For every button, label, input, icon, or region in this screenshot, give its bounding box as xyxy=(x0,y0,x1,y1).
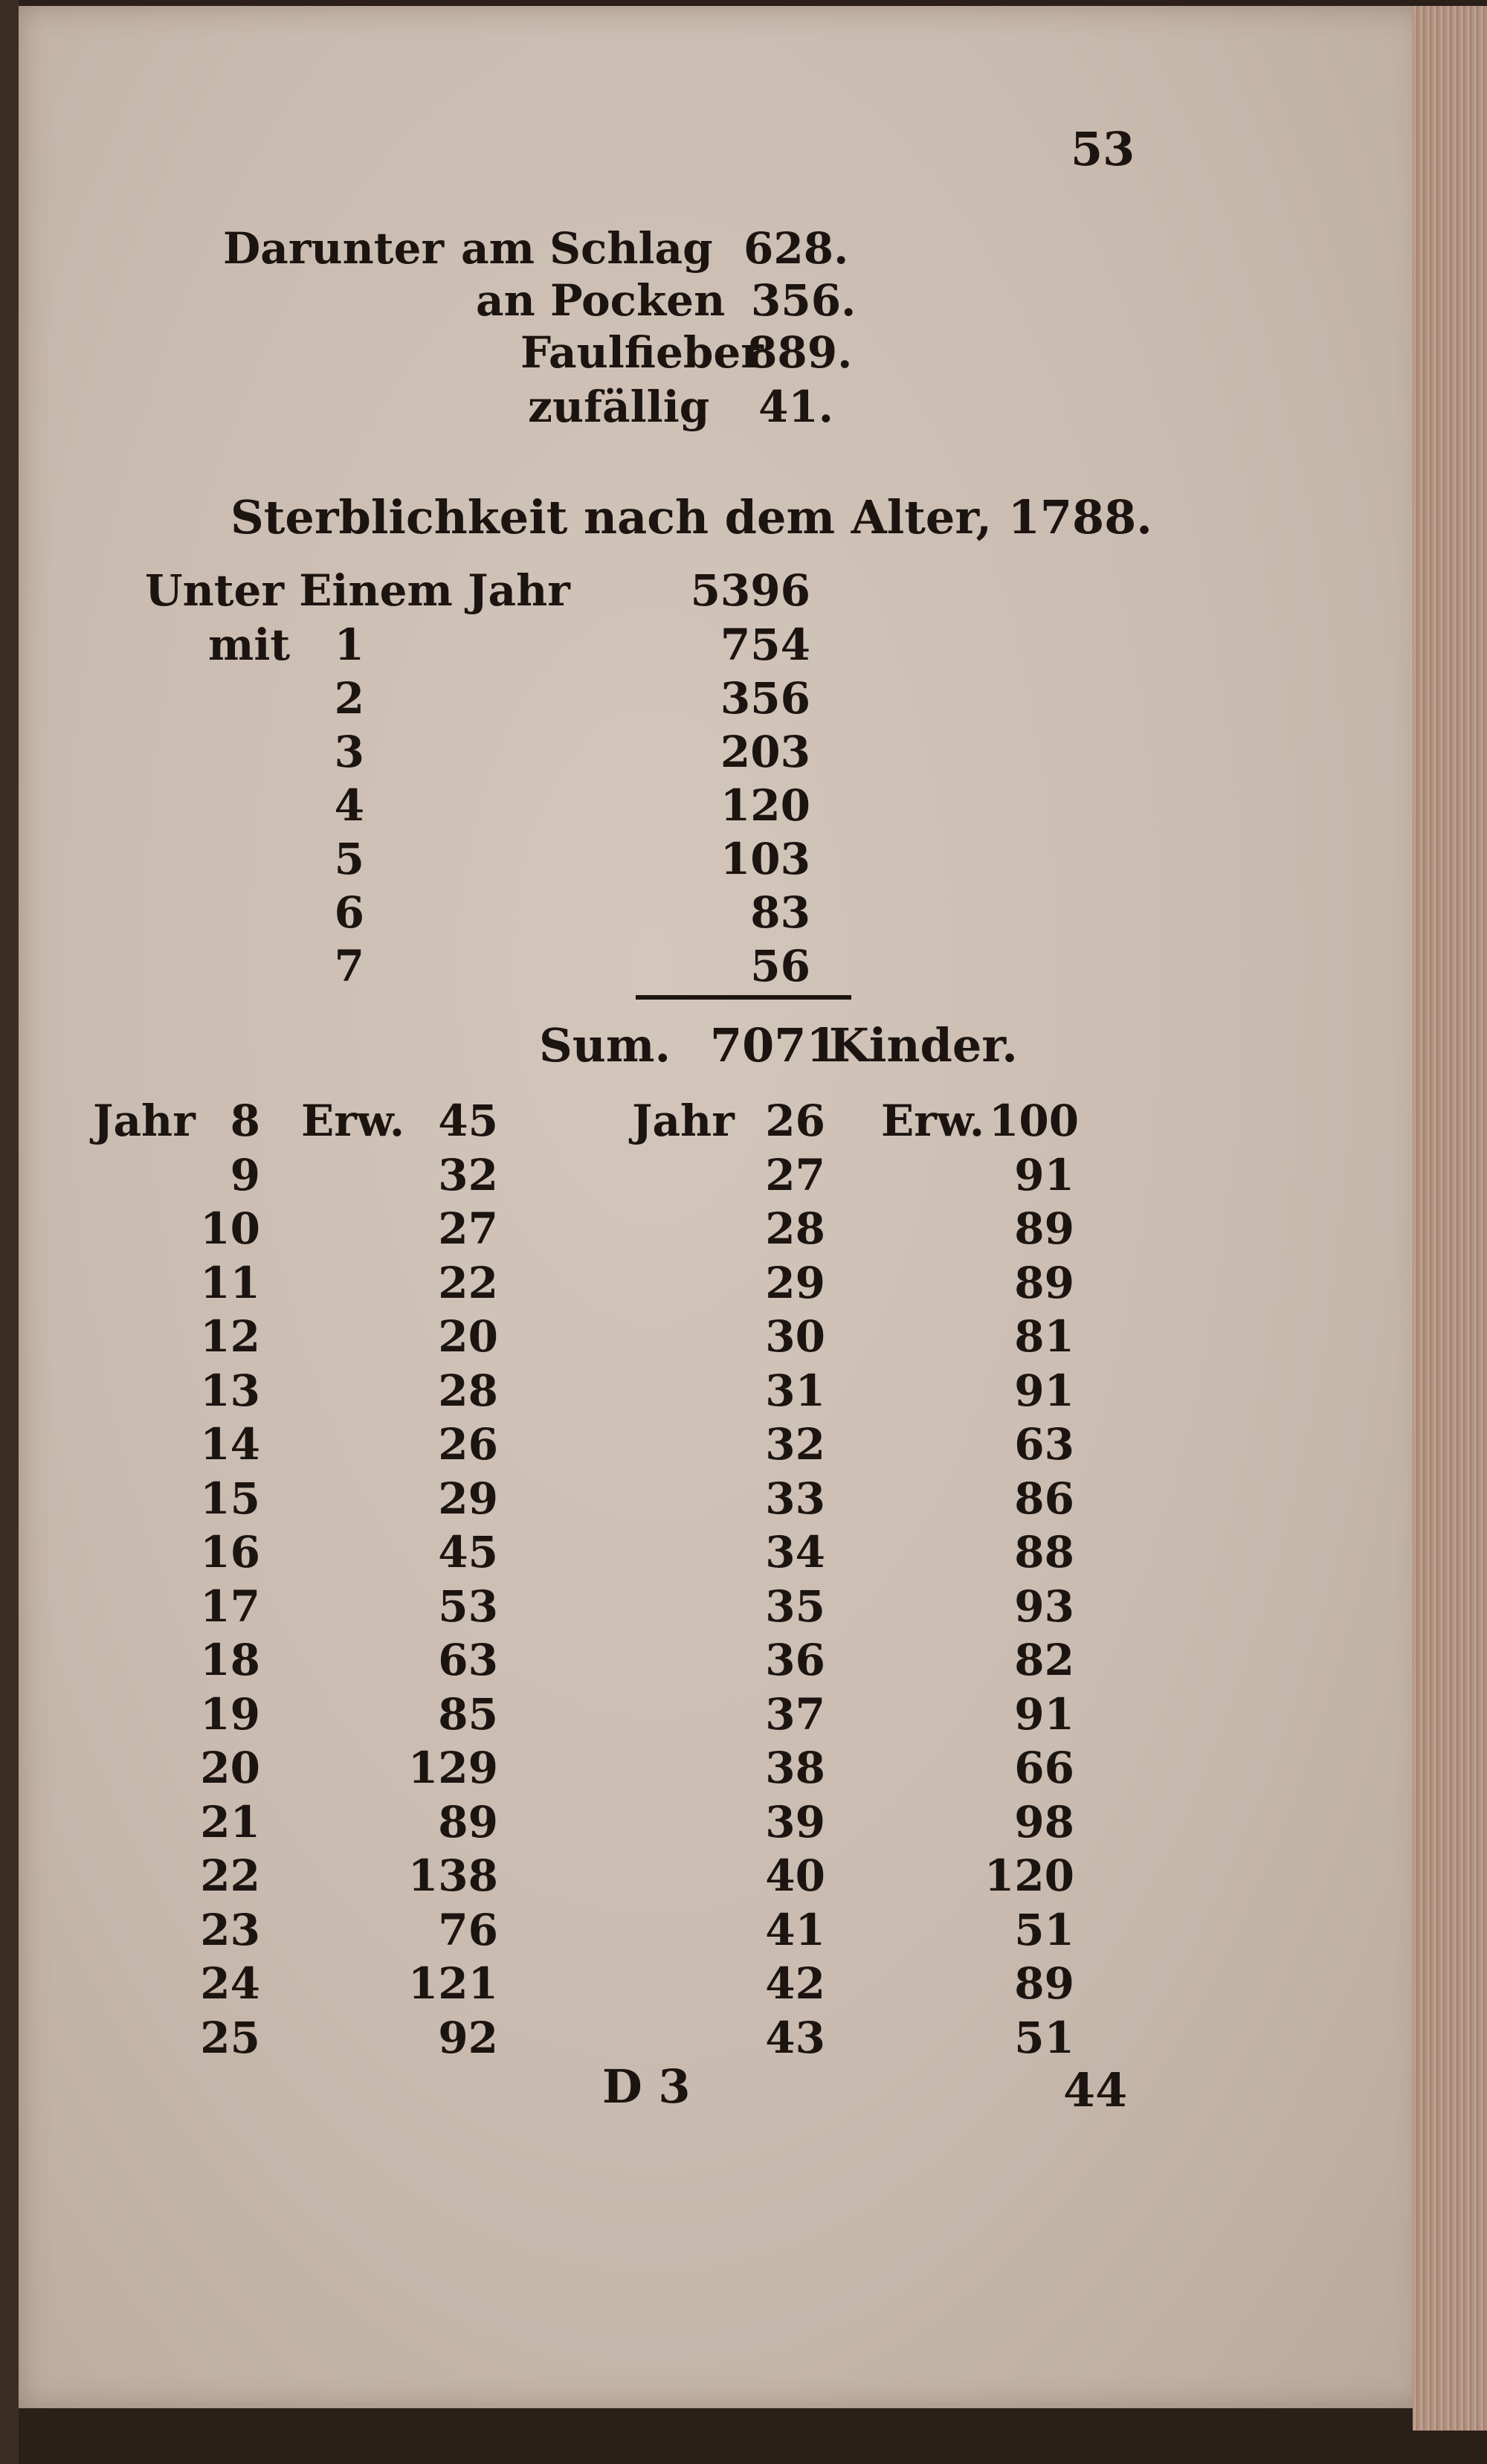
count-cell: 20 xyxy=(438,1311,498,1362)
age-cell: 5 xyxy=(334,834,364,884)
age-cell: 19 xyxy=(200,1688,260,1740)
count-cell: 32 xyxy=(438,1149,498,1200)
cause-label: zufällig xyxy=(528,382,710,432)
age-cell: 27 xyxy=(765,1149,825,1200)
count-cell: 754 xyxy=(720,620,810,670)
count-cell: 27 xyxy=(438,1203,498,1254)
year-label-right: Jahr xyxy=(632,1096,735,1146)
age-cell: 7 xyxy=(334,941,364,991)
age-cell: 31 xyxy=(765,1365,825,1416)
count-cell: 83 xyxy=(750,887,810,938)
cause-label: am Schlag xyxy=(461,223,713,274)
age-cell: 17 xyxy=(200,1580,260,1632)
count-cell: 100 xyxy=(989,1096,1080,1146)
adult-label-right: Erw. xyxy=(881,1096,985,1146)
age-cell: 30 xyxy=(765,1311,825,1362)
count-cell: 85 xyxy=(438,1688,498,1740)
count-cell: 45 xyxy=(438,1096,498,1146)
catchword: 44 xyxy=(1063,2063,1128,2117)
age-cell: 38 xyxy=(765,1743,825,1793)
age-cell: 25 xyxy=(200,2012,260,2063)
count-cell: 76 xyxy=(438,1904,498,1955)
age-cell: 42 xyxy=(765,1958,825,2009)
age-cell: 37 xyxy=(765,1688,825,1740)
count-cell: 91 xyxy=(1014,1688,1074,1740)
count-cell: 56 xyxy=(750,941,810,991)
count-cell: 121 xyxy=(407,1958,498,2009)
signature-mark: D 3 xyxy=(602,2059,691,2114)
count-cell: 63 xyxy=(1014,1419,1074,1470)
age-cell: 21 xyxy=(200,1796,260,1847)
cause-value: 889. xyxy=(747,327,853,378)
count-cell: 28 xyxy=(438,1365,498,1416)
age-cell: 15 xyxy=(200,1473,260,1524)
age-cell: 41 xyxy=(765,1904,825,1955)
cause-label: an Pocken xyxy=(476,275,726,326)
age-cell: 23 xyxy=(200,1904,260,1955)
age-cell: 29 xyxy=(765,1257,825,1308)
sum-rule xyxy=(636,995,851,1000)
sum-unit: Kinder. xyxy=(829,1018,1018,1072)
age-cell: 6 xyxy=(334,887,364,938)
count-cell: 29 xyxy=(438,1473,498,1524)
age-cell: 22 xyxy=(200,1850,260,1901)
count-cell: 92 xyxy=(438,2012,498,2063)
age-cell: 18 xyxy=(200,1635,260,1685)
section-title: Sterblichkeit nach dem Alter, 1788. xyxy=(230,490,1152,544)
age-cell: 4 xyxy=(334,780,364,831)
count-cell: 51 xyxy=(1014,1904,1074,1955)
count-cell: 89 xyxy=(438,1796,498,1847)
age-cell: 3 xyxy=(334,727,364,777)
age-cell: 16 xyxy=(200,1527,260,1577)
count-cell: 88 xyxy=(1014,1527,1074,1577)
count-cell: 89 xyxy=(1014,1257,1074,1308)
age-cell: 14 xyxy=(200,1419,260,1470)
age-cell: 26 xyxy=(765,1096,825,1146)
age-cell: 35 xyxy=(765,1580,825,1632)
age-cell: 36 xyxy=(765,1635,825,1685)
sum-value: 7071 xyxy=(710,1018,839,1072)
count-cell: 63 xyxy=(438,1635,498,1685)
count-cell: 22 xyxy=(438,1257,498,1308)
count-cell: 51 xyxy=(1014,2012,1074,2063)
age-cell: 9 xyxy=(230,1149,260,1200)
count-cell: 203 xyxy=(720,727,810,777)
age-cell: 40 xyxy=(765,1850,825,1901)
age-cell: 11 xyxy=(200,1257,260,1308)
age-cell: 39 xyxy=(765,1796,825,1847)
adult-label-left: Erw. xyxy=(301,1096,405,1146)
count-cell: 89 xyxy=(1014,1958,1074,2009)
age-cell: 2 xyxy=(334,673,364,724)
count-cell: 82 xyxy=(1014,1635,1074,1685)
cause-value: 356. xyxy=(751,275,857,326)
count-cell: 138 xyxy=(407,1850,498,1901)
age-cell: 43 xyxy=(765,2012,825,2063)
age-cell: 34 xyxy=(765,1527,825,1577)
count-cell: 103 xyxy=(720,834,810,884)
age-cell: 13 xyxy=(200,1365,260,1416)
cause-value: 41. xyxy=(758,382,833,432)
count-cell: 91 xyxy=(1014,1149,1074,1200)
count-cell: 81 xyxy=(1014,1311,1074,1362)
age-cell: 8 xyxy=(230,1096,260,1146)
age-cell: 32 xyxy=(765,1419,825,1470)
count-cell: 26 xyxy=(438,1419,498,1470)
count-cell: 98 xyxy=(1014,1796,1074,1847)
count-cell: 91 xyxy=(1014,1365,1074,1416)
age-cell: 10 xyxy=(200,1203,260,1254)
count-cell: 93 xyxy=(1014,1580,1074,1632)
children-mit-label: mit xyxy=(208,620,291,670)
sum-label: Sum. xyxy=(539,1018,671,1072)
age-cell: 20 xyxy=(200,1743,260,1793)
count-cell: 53 xyxy=(438,1580,498,1632)
count-cell: 120 xyxy=(720,780,810,831)
count-cell: 129 xyxy=(407,1743,498,1793)
cause-value: 628. xyxy=(744,223,849,274)
binding xyxy=(0,0,19,2464)
count-cell: 86 xyxy=(1014,1473,1074,1524)
year-label-left: Jahr xyxy=(93,1096,196,1146)
age-cell: 12 xyxy=(200,1311,260,1362)
causes-prefix: Darunter xyxy=(223,223,445,274)
children-first-value: 5396 xyxy=(690,565,810,616)
age-cell: 1 xyxy=(334,620,364,670)
age-cell: 28 xyxy=(765,1203,825,1254)
count-cell: 66 xyxy=(1014,1743,1074,1793)
page-edge xyxy=(1413,6,1487,2431)
count-cell: 89 xyxy=(1014,1203,1074,1254)
page-number: 53 xyxy=(1071,122,1135,176)
age-cell: 24 xyxy=(200,1958,260,2009)
children-first-label: Unter Einem Jahr xyxy=(145,565,570,616)
cause-label: Faulfieber xyxy=(520,327,764,378)
count-cell: 45 xyxy=(438,1527,498,1577)
count-cell: 356 xyxy=(720,673,810,724)
age-cell: 33 xyxy=(765,1473,825,1524)
count-cell: 120 xyxy=(984,1850,1074,1901)
